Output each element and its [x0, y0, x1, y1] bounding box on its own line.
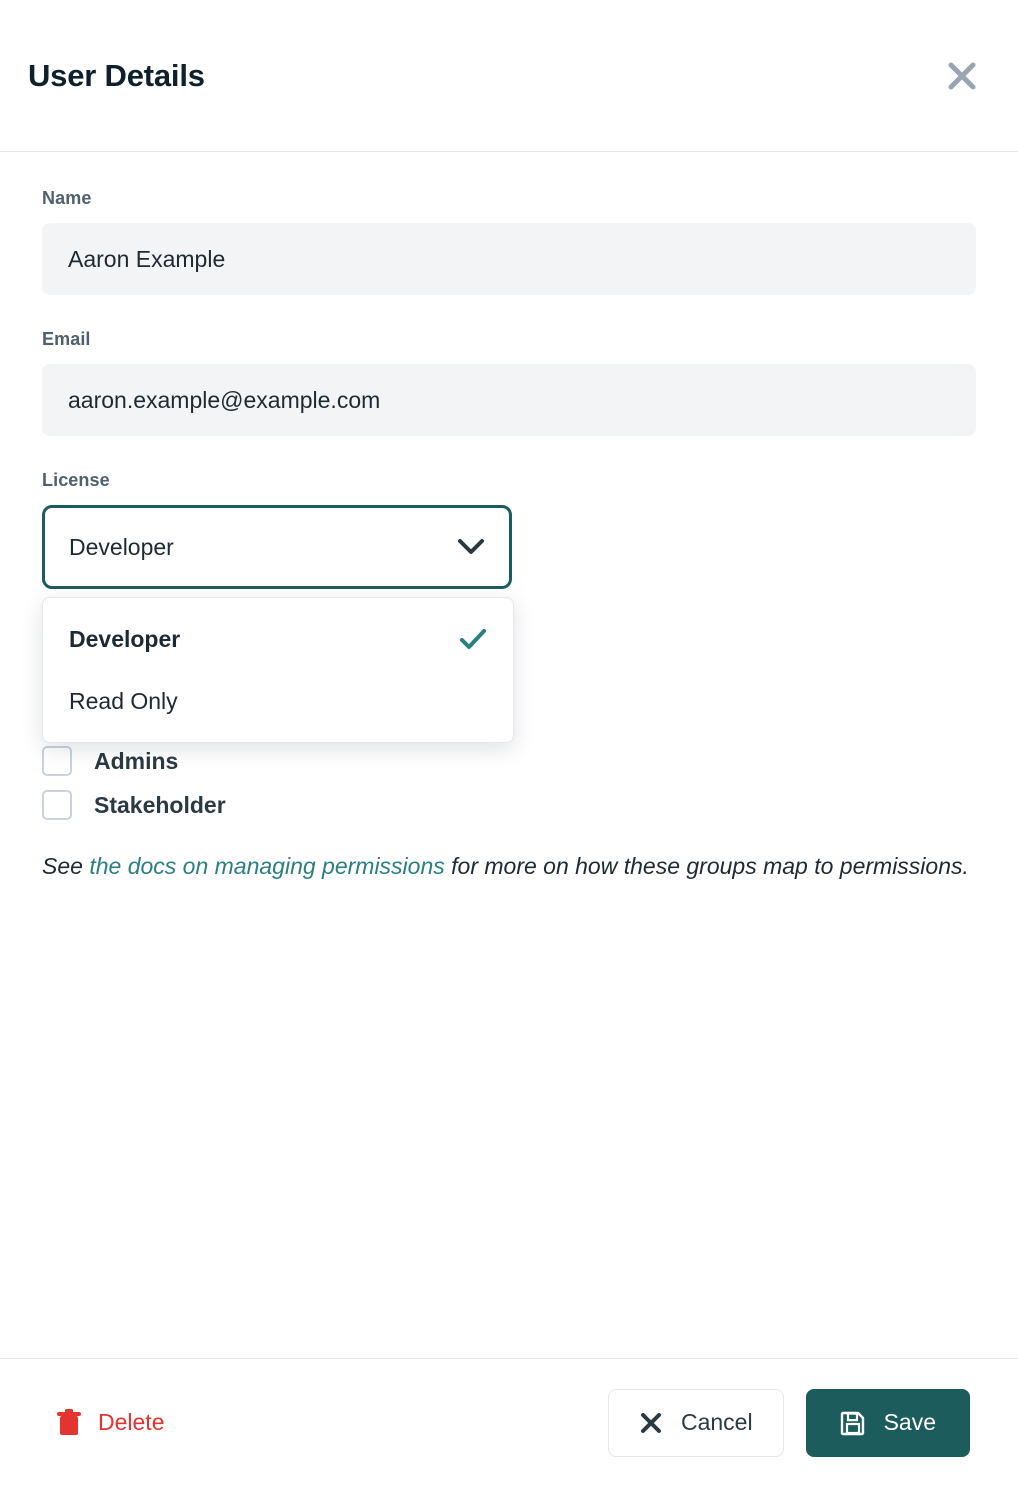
cancel-label: Cancel [680, 1409, 753, 1435]
modal-body [0, 152, 1018, 1358]
close-icon [639, 1411, 663, 1435]
save-label: Save [883, 1409, 936, 1435]
close-icon[interactable] [940, 54, 984, 98]
license-select[interactable] [42, 505, 512, 589]
delete-label: Delete [98, 1409, 165, 1435]
cancel-button[interactable] [608, 1389, 784, 1457]
delete-button[interactable] [42, 1399, 178, 1447]
name-label: Name [42, 188, 92, 208]
permissions-note [42, 849, 972, 885]
license-option-label: Read Only [69, 687, 178, 714]
group-checkbox-stakeholder[interactable] [42, 790, 72, 820]
save-button[interactable] [806, 1389, 970, 1457]
group-label-stakeholder: Stakeholder [94, 791, 226, 818]
license-label: License [42, 470, 110, 490]
chevron-down-icon [457, 538, 485, 556]
email-field-block [42, 329, 976, 436]
modal-footer [0, 1358, 1018, 1486]
groups-section [42, 739, 976, 827]
email-input[interactable]: aaron.example@example.com [42, 364, 976, 436]
page-title: User Details [28, 57, 205, 93]
group-label-admins: Admins [94, 747, 179, 774]
license-field-block [42, 470, 976, 714]
footer-actions [608, 1389, 970, 1457]
license-option-read-only[interactable] [43, 670, 513, 732]
group-checkbox-admins[interactable] [42, 746, 72, 776]
license-option-label: Developer [69, 625, 181, 652]
name-input[interactable]: Aaron Example [42, 223, 976, 295]
group-row-stakeholder [42, 783, 976, 827]
note-suffix: for more on how these groups map to permissions. [444, 853, 969, 879]
license-selected-value: Developer [69, 533, 174, 560]
license-dropdown [42, 597, 514, 743]
modal-header [0, 0, 1018, 152]
check-icon [459, 628, 487, 650]
license-select-wrap [42, 505, 512, 714]
name-field-block [42, 188, 976, 295]
save-disk-icon [840, 1410, 866, 1436]
permissions-docs-link[interactable]: the docs on managing permissions [89, 853, 445, 879]
trash-icon [56, 1409, 82, 1437]
note-prefix: See [42, 853, 90, 879]
license-option-developer[interactable] [43, 608, 513, 670]
group-row-admins [42, 739, 976, 783]
email-label: Email [42, 329, 91, 349]
